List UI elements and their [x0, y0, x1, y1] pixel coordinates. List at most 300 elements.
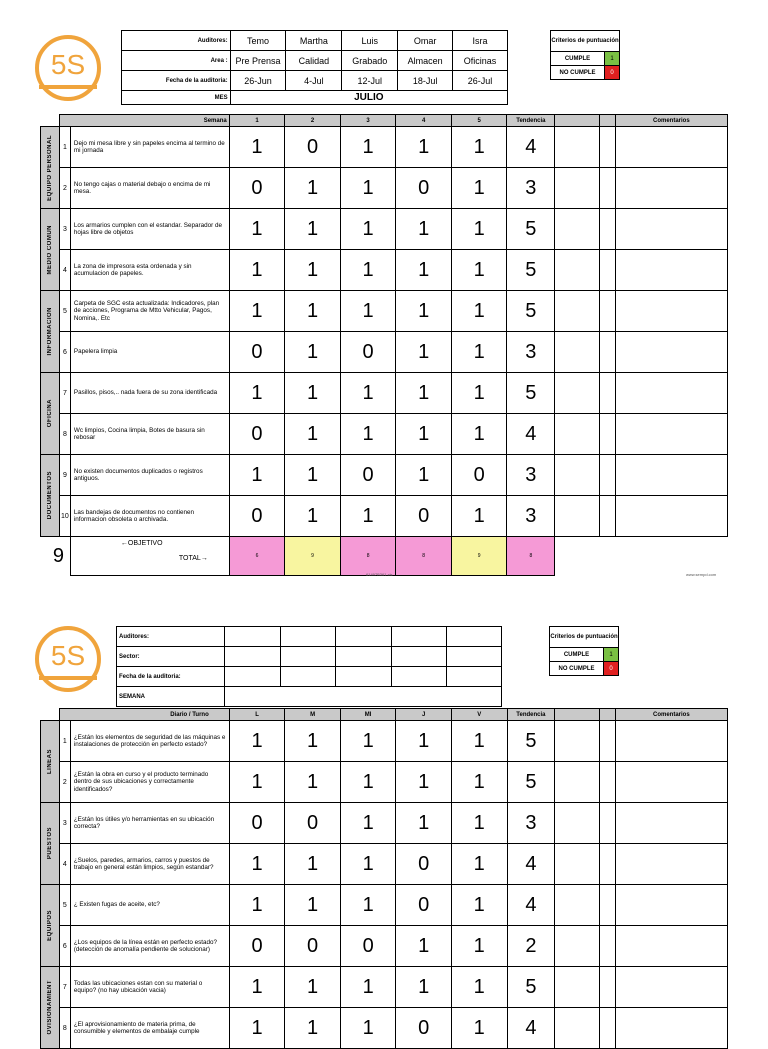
trend-value: 3	[507, 332, 555, 373]
item-description: Todas las ubicaciones estan con su material o equipo? (no hay ubicación vacia)	[70, 967, 229, 1008]
trend-value: 4	[507, 1008, 555, 1049]
comment-cell[interactable]	[615, 127, 727, 168]
score-cell[interactable]: 1	[229, 721, 285, 762]
checklist-row	[41, 844, 728, 885]
blank-cell	[555, 885, 600, 926]
trend-value: 3	[507, 455, 555, 496]
blank-cell	[599, 209, 615, 250]
checklist-row	[41, 127, 728, 168]
blank-cell	[555, 455, 600, 496]
shift-label: Diario / Turno	[59, 709, 229, 721]
checklist-table	[40, 708, 728, 1049]
blank-cell	[599, 414, 615, 455]
item-description: Las bandejas de documentos no contienen informacion obsoleta o archivada.	[70, 496, 229, 537]
sector-cell[interactable]	[447, 647, 502, 667]
item-number: 9	[59, 455, 70, 496]
comment-cell[interactable]	[615, 967, 727, 1008]
scoring-criteria	[549, 626, 619, 676]
trend-value: 5	[507, 762, 555, 803]
week-number: 2	[285, 115, 341, 127]
blank-cell	[599, 762, 615, 803]
total-cell: 8	[396, 537, 452, 576]
category-label: OFICINA	[41, 373, 60, 455]
auditor-cell[interactable]	[392, 627, 447, 647]
no-cumple-value: 0	[604, 662, 619, 676]
blank-cell	[555, 762, 600, 803]
blank-cell	[599, 455, 615, 496]
cumple-value: 1	[604, 648, 619, 662]
blank-cell	[599, 373, 615, 414]
auditor-cell[interactable]	[447, 627, 502, 647]
checklist-row	[41, 721, 728, 762]
score-cell[interactable]: 1	[451, 885, 507, 926]
score-cell[interactable]: 1	[229, 967, 285, 1008]
audit-date: 4-Jul	[286, 71, 342, 91]
item-number: 3	[59, 803, 70, 844]
trend-value: 3	[507, 496, 555, 537]
comment-cell[interactable]	[615, 926, 727, 967]
category-label: OVISIONAMIENT	[41, 967, 60, 1049]
score-cell[interactable]: 1	[285, 168, 341, 209]
score-cell[interactable]: 1	[229, 250, 285, 291]
trend-value: 3	[507, 168, 555, 209]
score-cell[interactable]: 0	[285, 926, 341, 967]
no-cumple-label: NO CUMPLE	[550, 662, 604, 676]
total-cell: 6	[229, 537, 285, 576]
blank-cell	[599, 721, 615, 762]
score-cell[interactable]: 1	[285, 762, 341, 803]
score-cell[interactable]: 1	[451, 844, 507, 885]
score-cell[interactable]: 1	[451, 209, 507, 250]
area-label: Area :	[122, 51, 231, 71]
score-cell[interactable]: 1	[451, 762, 507, 803]
blank-cell	[555, 414, 600, 455]
score-cell[interactable]: 1	[396, 967, 452, 1008]
score-cell[interactable]: 1	[451, 250, 507, 291]
comment-cell[interactable]	[615, 455, 727, 496]
comment-cell[interactable]	[615, 885, 727, 926]
score-cell[interactable]: 1	[340, 1008, 396, 1049]
blank-cell	[555, 721, 600, 762]
criteria-title: Criterios de puntuación	[550, 627, 619, 648]
score-cell[interactable]: 1	[285, 332, 341, 373]
score-cell[interactable]: 1	[229, 844, 285, 885]
sector-cell[interactable]	[336, 647, 392, 667]
audit-date-label: Fecha de la auditoria:	[122, 71, 231, 91]
blank-cell	[555, 967, 600, 1008]
category-label: PUESTOS	[41, 803, 60, 885]
item-number: 10	[59, 496, 70, 537]
item-description: No tengo cajas o material debajo o encima de mi mesa.	[70, 168, 229, 209]
blank-cell	[599, 127, 615, 168]
comment-cell[interactable]	[615, 209, 727, 250]
checklist-row	[41, 455, 728, 496]
auditor-cell[interactable]	[336, 627, 392, 647]
score-cell[interactable]: 1	[451, 721, 507, 762]
comment-cell[interactable]	[615, 844, 727, 885]
total-label: TOTAL→	[178, 555, 208, 562]
blank-cell	[555, 168, 600, 209]
cumple-label: CUMPLE	[551, 52, 605, 66]
checklist-row	[41, 414, 728, 455]
comments-header: Comentarios	[615, 115, 727, 127]
item-description: ¿El aprovisionamiento de materia prima, de consumible y elementos de embalaje cumple	[70, 1008, 229, 1049]
score-cell[interactable]: 1	[396, 209, 452, 250]
item-number: 1	[59, 721, 70, 762]
blank-cell	[599, 803, 615, 844]
score-cell[interactable]: 1	[340, 762, 396, 803]
score-cell[interactable]: 1	[340, 414, 396, 455]
blank-cell	[599, 496, 615, 537]
score-cell[interactable]: 1	[451, 803, 507, 844]
score-cell[interactable]: 1	[396, 455, 452, 496]
trend-value: 4	[507, 414, 555, 455]
score-cell[interactable]: 1	[229, 885, 285, 926]
date-cell[interactable]	[447, 667, 502, 687]
score-cell[interactable]: 0	[285, 127, 341, 168]
score-cell[interactable]: 1	[340, 496, 396, 537]
trend-value: 5	[507, 209, 555, 250]
trend-value: 5	[507, 291, 555, 332]
score-cell[interactable]: 1	[285, 967, 341, 1008]
comment-cell[interactable]	[615, 1008, 727, 1049]
score-cell[interactable]: 1	[396, 414, 452, 455]
auditor-cell[interactable]	[224, 627, 280, 647]
trend-value: 5	[507, 721, 555, 762]
item-number: 1	[59, 127, 70, 168]
item-description: Papelera limpia	[70, 332, 229, 373]
score-cell[interactable]: 1	[229, 209, 285, 250]
score-cell[interactable]: 1	[285, 1008, 341, 1049]
day-header: MI	[340, 709, 396, 721]
blank-cell	[555, 844, 600, 885]
total-cell: 9	[285, 537, 341, 576]
category-label: INFORMACION	[41, 291, 60, 373]
comment-cell[interactable]	[615, 291, 727, 332]
score-cell[interactable]: 1	[451, 926, 507, 967]
checklist-row	[41, 332, 728, 373]
checklist-row	[41, 168, 728, 209]
category-label: DOCUMENTOS	[41, 455, 60, 537]
auditor-name: Isra	[453, 31, 508, 51]
category-label: MEDIO COMUN	[41, 209, 60, 291]
checklist-table	[40, 114, 728, 576]
trend-header: Tendencia	[507, 709, 555, 721]
audit-date: 18-Jul	[398, 71, 453, 91]
trend-header: Tendencia	[507, 115, 555, 127]
sector-cell[interactable]	[280, 647, 336, 667]
item-number: 4	[59, 844, 70, 885]
audit-sheet-2	[0, 618, 768, 1039]
category-label: EQUIPO PERSONAL	[41, 127, 60, 209]
trend-value: 5	[507, 373, 555, 414]
score-cell[interactable]: 1	[451, 127, 507, 168]
score-cell[interactable]: 1	[340, 373, 396, 414]
blank-cell	[555, 373, 600, 414]
blank-cell	[555, 291, 600, 332]
item-description: Dejo mi mesa libre y sin papeles encima al termino de mi jornada	[70, 127, 229, 168]
blank-cell	[599, 168, 615, 209]
score-cell[interactable]: 1	[451, 1008, 507, 1049]
comment-cell[interactable]	[615, 250, 727, 291]
blank-cell	[599, 926, 615, 967]
total-cell: 8	[340, 537, 396, 576]
area-name: Calidad	[286, 51, 342, 71]
score-cell[interactable]: 1	[229, 373, 285, 414]
week-number: 4	[396, 115, 452, 127]
auditors-label: Auditores:	[117, 627, 225, 647]
checklist-row	[41, 373, 728, 414]
score-cell[interactable]: 0	[229, 332, 285, 373]
item-description: ¿Están los elementos de seguridad de las máquinas e instalaciones de protección en perfecto estado?	[70, 721, 229, 762]
score-cell[interactable]: 1	[340, 291, 396, 332]
auditors-label: Auditores:	[122, 31, 231, 51]
blank-cell	[555, 332, 600, 373]
month-label: MES	[122, 91, 231, 105]
objective-label: ←OBJETIVO	[120, 540, 163, 547]
trend-value: 4	[507, 885, 555, 926]
day-header: L	[229, 709, 285, 721]
item-description: Wc limpios, Cocina limpia, Botes de basura sin rebosar	[70, 414, 229, 455]
comment-cell[interactable]	[615, 414, 727, 455]
date-cell[interactable]	[280, 667, 336, 687]
audit-date: 26-Jun	[230, 71, 286, 91]
score-cell[interactable]: 1	[340, 209, 396, 250]
item-description: ¿Están los útiles y/o herramientas en su ubicación correcta?	[70, 803, 229, 844]
item-description: No existen documentos duplicados o registros antiguos.	[70, 455, 229, 496]
score-cell[interactable]: 1	[229, 127, 285, 168]
score-cell[interactable]: 1	[229, 762, 285, 803]
score-cell[interactable]: 1	[285, 455, 341, 496]
score-cell[interactable]: 1	[285, 721, 341, 762]
score-cell[interactable]: 0	[229, 496, 285, 537]
footer-site: www.sempd.com	[686, 572, 717, 577]
audit-header-table	[116, 626, 502, 707]
month-value: JULIO	[230, 91, 507, 105]
blank-cell	[555, 127, 600, 168]
sector-label: Sector:	[117, 647, 225, 667]
score-cell[interactable]: 1	[396, 291, 452, 332]
score-cell[interactable]: 0	[229, 168, 285, 209]
day-header: V	[451, 709, 507, 721]
total-cell: 9	[451, 537, 507, 576]
checklist-row	[41, 885, 728, 926]
auditor-name: Temo	[230, 31, 286, 51]
date-cell[interactable]	[392, 667, 447, 687]
audit-header-table	[121, 30, 508, 105]
blank-cell	[599, 885, 615, 926]
item-number: 6	[59, 332, 70, 373]
auditor-name: Luis	[342, 31, 398, 51]
comment-cell[interactable]	[615, 721, 727, 762]
week-label: Semana	[59, 115, 229, 127]
score-cell[interactable]: 1	[340, 168, 396, 209]
sector-cell[interactable]	[392, 647, 447, 667]
score-cell[interactable]: 0	[340, 926, 396, 967]
score-cell[interactable]: 1	[340, 844, 396, 885]
item-number: 4	[59, 250, 70, 291]
cumple-value: 1	[605, 52, 620, 66]
blank-cell	[555, 803, 600, 844]
checklist-row	[41, 250, 728, 291]
score-cell[interactable]: 1	[285, 250, 341, 291]
score-cell[interactable]: 1	[451, 967, 507, 1008]
footer-file: 61497B361.xls	[366, 572, 393, 577]
score-cell[interactable]: 0	[285, 803, 341, 844]
blank-cell	[599, 250, 615, 291]
score-cell[interactable]: 0	[396, 168, 452, 209]
week-number: 5	[451, 115, 507, 127]
score-cell[interactable]: 1	[285, 209, 341, 250]
score-cell[interactable]: 1	[340, 967, 396, 1008]
score-cell[interactable]: 1	[396, 373, 452, 414]
objective-cell	[52, 537, 229, 576]
trend-value: 4	[507, 127, 555, 168]
score-cell[interactable]: 1	[396, 803, 452, 844]
item-number: 6	[59, 926, 70, 967]
area-name: Almacen	[398, 51, 453, 71]
area-name: Grabado	[342, 51, 398, 71]
comments-header: Comentarios	[615, 709, 727, 721]
5s-logo: 5S	[35, 626, 101, 692]
score-cell[interactable]: 1	[396, 926, 452, 967]
item-description: La zona de impresora esta ordenada y sin acumulacion de papeles.	[70, 250, 229, 291]
date-cell[interactable]	[224, 667, 280, 687]
week-cell[interactable]	[224, 687, 501, 707]
score-cell[interactable]: 1	[451, 373, 507, 414]
item-description: Los armarios cumplen con el estandar. Separador de hojas libre de objetos	[70, 209, 229, 250]
no-cumple-label: NO CUMPLE	[551, 66, 605, 80]
category-label: LINEAS	[41, 721, 60, 803]
blank-cell	[555, 496, 600, 537]
trend-value: 2	[507, 926, 555, 967]
item-description: ¿ Existen fugas de aceite, etc?	[70, 885, 229, 926]
score-cell[interactable]: 1	[451, 168, 507, 209]
no-cumple-value: 0	[605, 66, 620, 80]
auditor-cell[interactable]	[280, 627, 336, 647]
item-number: 7	[59, 373, 70, 414]
blank-cell	[599, 844, 615, 885]
item-number: 2	[59, 762, 70, 803]
item-number: 8	[59, 1008, 70, 1049]
score-cell[interactable]: 0	[229, 803, 285, 844]
score-cell[interactable]: 0	[229, 414, 285, 455]
date-cell[interactable]	[336, 667, 392, 687]
score-cell[interactable]: 1	[396, 332, 452, 373]
total-cell: 8	[507, 537, 555, 576]
blank-cell	[555, 250, 600, 291]
score-cell[interactable]: 1	[340, 250, 396, 291]
checklist-row	[41, 926, 728, 967]
week-number: 3	[340, 115, 396, 127]
checklist-row	[41, 291, 728, 332]
score-cell[interactable]: 0	[340, 455, 396, 496]
score-cell[interactable]: 1	[340, 885, 396, 926]
score-cell[interactable]: 1	[451, 332, 507, 373]
comment-cell[interactable]	[615, 168, 727, 209]
week-label: SEMANA	[117, 687, 225, 707]
item-number: 3	[59, 209, 70, 250]
objective-value: 9	[52, 545, 65, 567]
item-number: 8	[59, 414, 70, 455]
score-cell[interactable]: 1	[229, 455, 285, 496]
item-number: 5	[59, 885, 70, 926]
item-number: 7	[59, 967, 70, 1008]
score-cell[interactable]: 1	[229, 1008, 285, 1049]
criteria-title: Criterios de puntuación	[551, 31, 620, 52]
item-description: ¿Están la obra en curso y el producto terminado dentro de sus ubicaciones y correctamente identificados?	[70, 762, 229, 803]
score-cell[interactable]: 1	[285, 373, 341, 414]
item-description: Pasillos, pisos,.. nada fuera de su zona identificada	[70, 373, 229, 414]
score-cell[interactable]: 1	[229, 291, 285, 332]
score-cell[interactable]: 1	[285, 844, 341, 885]
trend-value: 4	[507, 844, 555, 885]
score-cell[interactable]: 1	[340, 127, 396, 168]
checklist-row	[41, 209, 728, 250]
5s-logo: 5S	[35, 35, 101, 101]
comment-cell[interactable]	[615, 332, 727, 373]
cumple-label: CUMPLE	[550, 648, 604, 662]
score-cell[interactable]: 1	[451, 414, 507, 455]
score-cell[interactable]: 1	[285, 885, 341, 926]
score-cell[interactable]: 1	[285, 496, 341, 537]
score-cell[interactable]: 1	[285, 414, 341, 455]
blank-cell	[599, 967, 615, 1008]
score-cell[interactable]: 0	[396, 496, 452, 537]
score-cell[interactable]: 1	[340, 803, 396, 844]
score-cell[interactable]: 1	[396, 721, 452, 762]
comment-cell[interactable]	[615, 762, 727, 803]
day-header: M	[285, 709, 341, 721]
audit-date: 26-Jul	[453, 71, 508, 91]
score-cell[interactable]: 1	[451, 496, 507, 537]
category-label: EQUIPOS	[41, 885, 60, 967]
score-cell[interactable]: 1	[340, 721, 396, 762]
auditor-name: Omar	[398, 31, 453, 51]
trend-value: 5	[507, 967, 555, 1008]
item-description: ¿Los equipos de la línea están en perfecto estado? (detección de anomalía pendiente de solucionar)	[70, 926, 229, 967]
trend-value: 5	[507, 250, 555, 291]
item-description: ¿Suelos, paredes, armarios, carros y puestos de trabajo en general están limpios, según estandar?	[70, 844, 229, 885]
score-cell[interactable]: 1	[285, 291, 341, 332]
score-cell[interactable]: 1	[396, 127, 452, 168]
score-cell[interactable]: 0	[340, 332, 396, 373]
score-cell[interactable]: 0	[396, 885, 452, 926]
score-cell[interactable]: 1	[396, 250, 452, 291]
comment-cell[interactable]	[615, 803, 727, 844]
score-cell[interactable]: 1	[396, 762, 452, 803]
sector-cell[interactable]	[224, 647, 280, 667]
item-number: 5	[59, 291, 70, 332]
score-cell[interactable]: 1	[451, 291, 507, 332]
area-name: Pre Prensa	[230, 51, 286, 71]
blank-cell	[555, 209, 600, 250]
score-cell[interactable]: 0	[451, 455, 507, 496]
area-name: Oficinas	[453, 51, 508, 71]
score-cell[interactable]: 0	[396, 844, 452, 885]
audit-date: 12-Jul	[342, 71, 398, 91]
comment-cell[interactable]	[615, 496, 727, 537]
auditor-name: Martha	[286, 31, 342, 51]
score-cell[interactable]: 0	[229, 926, 285, 967]
comment-cell[interactable]	[615, 373, 727, 414]
day-header: J	[396, 709, 452, 721]
scoring-criteria	[550, 30, 620, 80]
score-cell[interactable]: 0	[396, 1008, 452, 1049]
item-description: Carpeta de SGC esta actualizada: Indicadores, plan de acciones, Programa de Mtto Vehicular, Pagos, Nomina,. Etc	[70, 291, 229, 332]
trend-value: 3	[507, 803, 555, 844]
blank-cell	[599, 291, 615, 332]
